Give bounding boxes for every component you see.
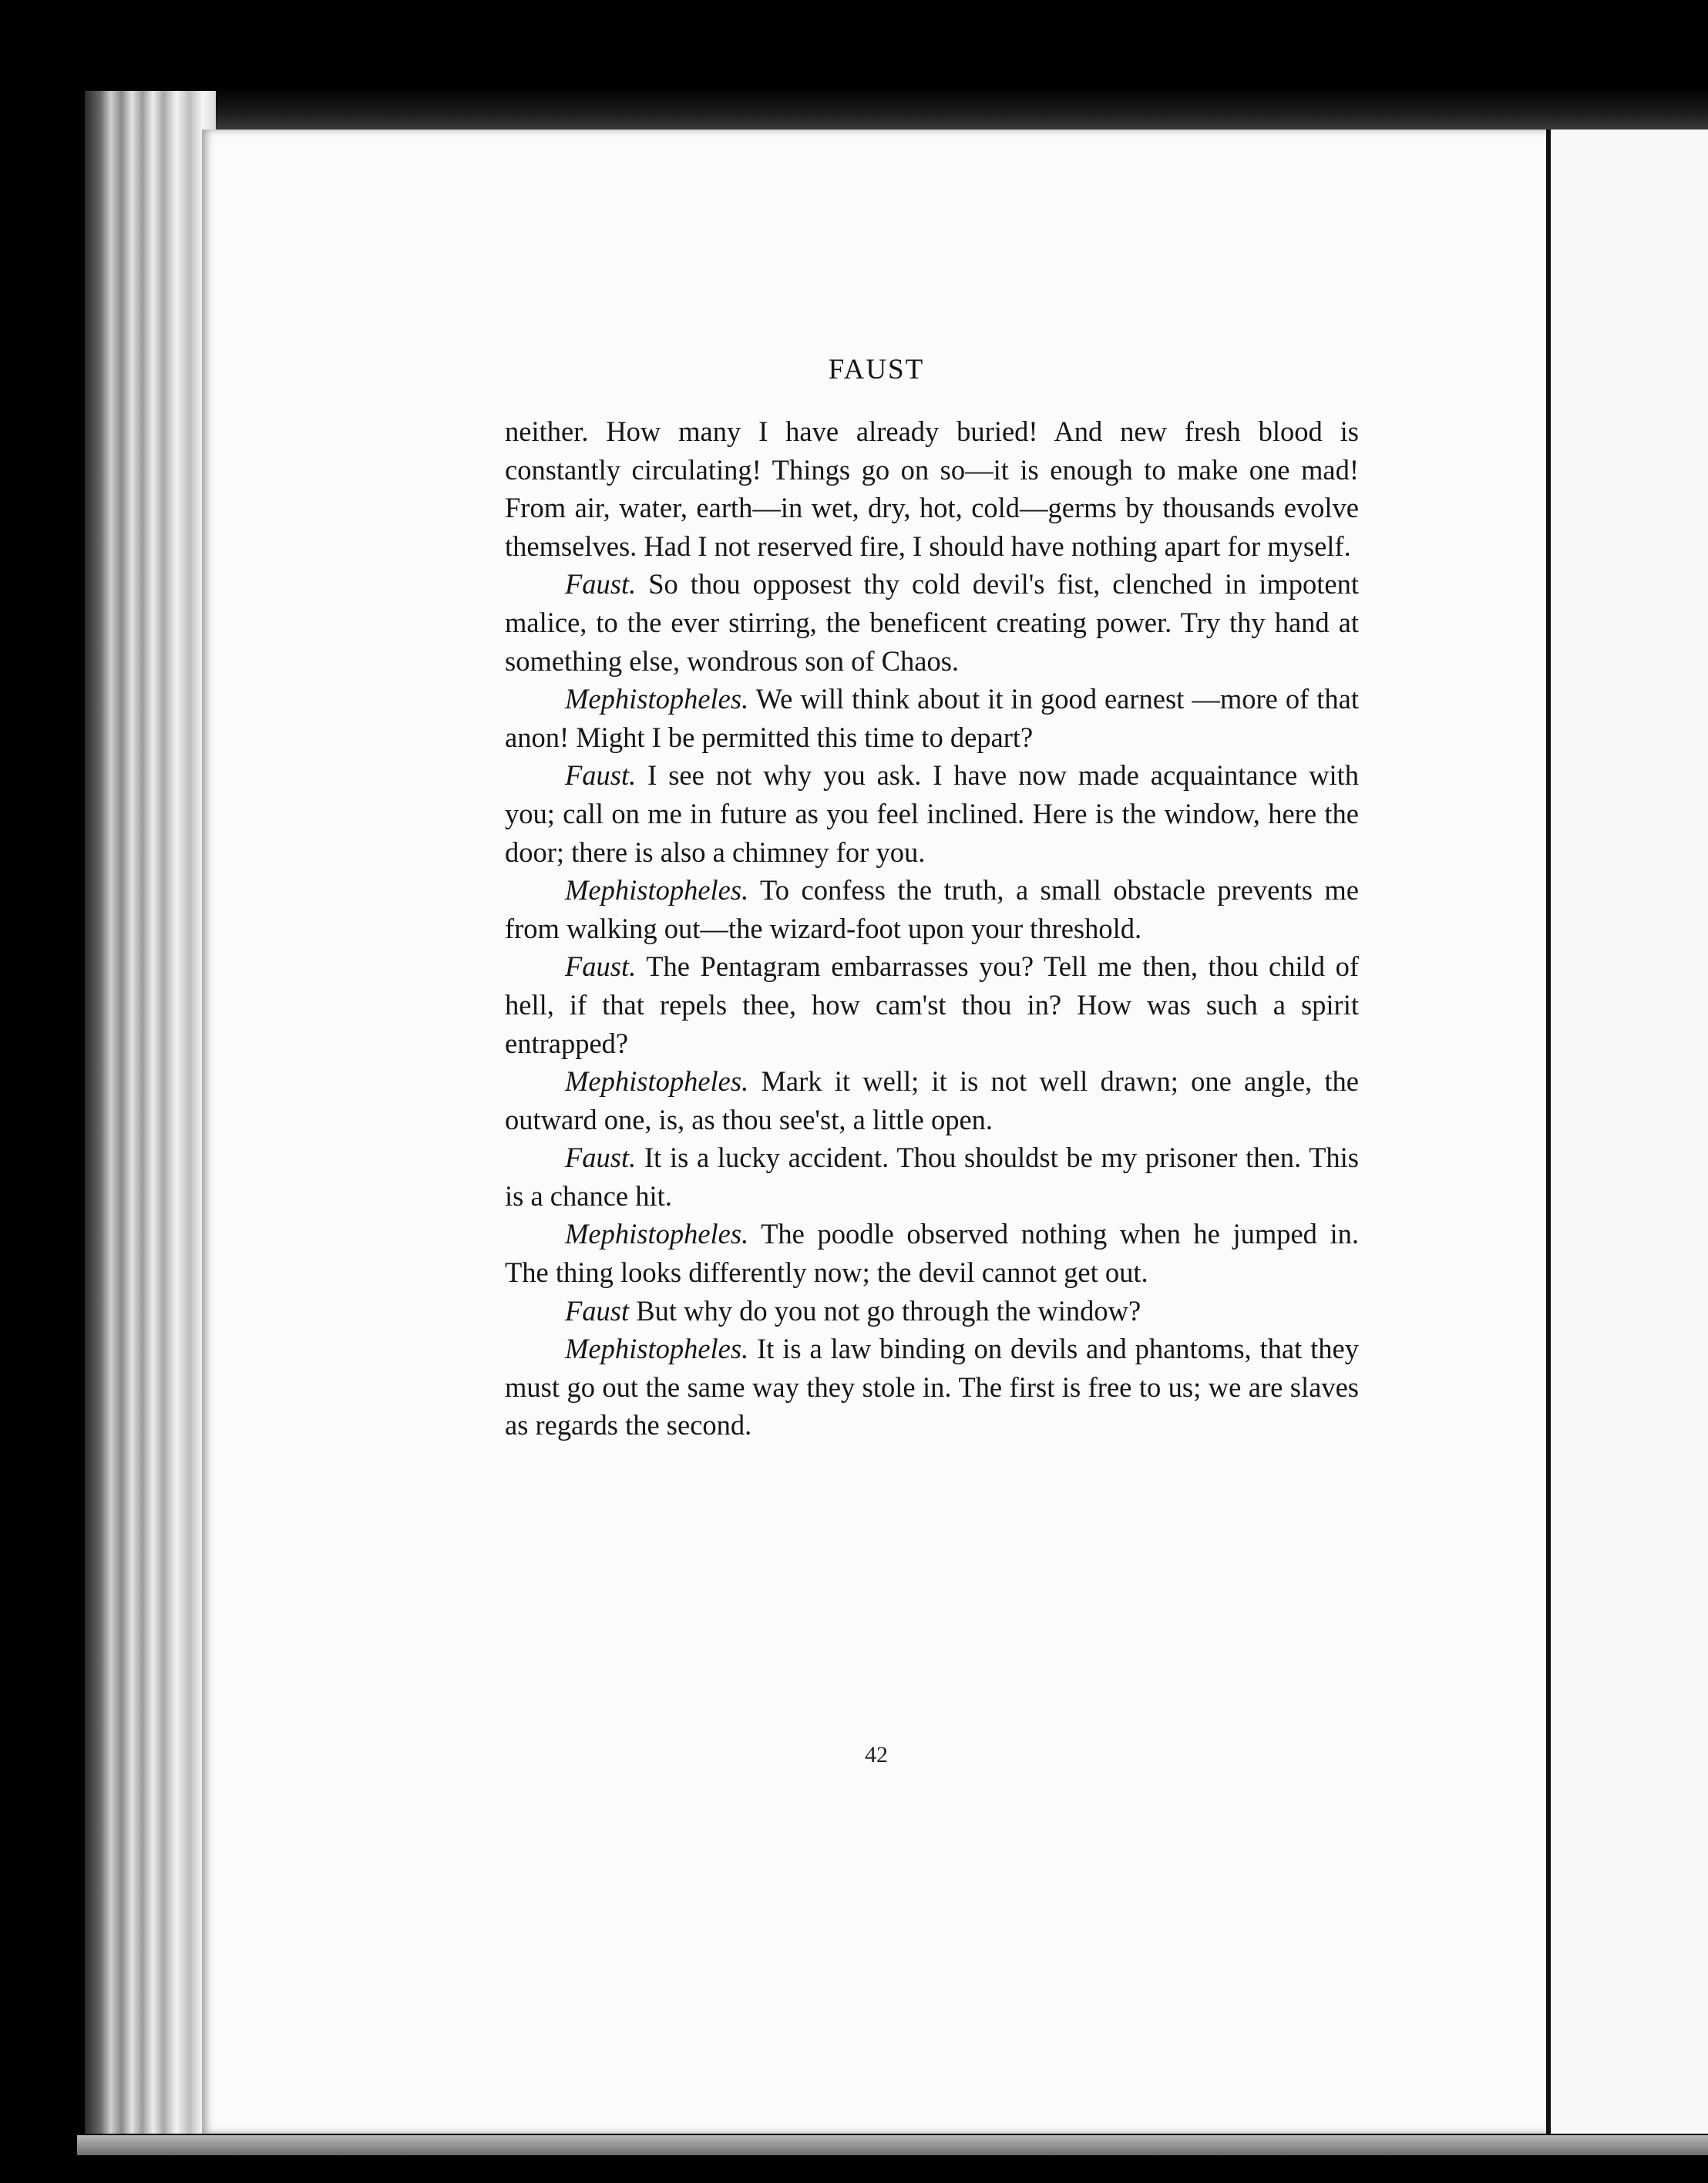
paragraph-text: Mark it well; it is not well drawn; one angle, the outward one, is, as thou see'st, a little open. (505, 1065, 1360, 1135)
speaker-name: Faust. (565, 568, 637, 600)
speaker-name: Mephistopheles. (565, 683, 749, 715)
paragraph-6 (505, 947, 1359, 1062)
paragraph-10 (505, 1292, 1359, 1330)
paragraph-text: The Pentagram embarrasses you? Tell me then, thou child of hell, if that repels thee, how cam'st thou in? How was such a spirit entrapped? (505, 950, 1359, 1059)
paragraph-11 (505, 1330, 1359, 1445)
page-edges-stack (85, 91, 216, 2134)
speaker-name: Mephistopheles. (565, 1065, 749, 1098)
paragraph-5 (505, 871, 1359, 947)
running-head: FAUST (828, 354, 925, 385)
paragraph-text: We will think about it in good earnest —more of that anon! Might I be permitted this time to depart? (505, 683, 1359, 753)
paragraph-text: neither. How many I have already buried! And new fresh blood is constantly circulating! Things go on so—it is enough to make one mad! From air, water, earth—in wet, dry, hot, cold—germs by thousands evolve themselves. Had I not reserved fire, I should have nothing apart for myself. (505, 415, 1359, 562)
paragraph-text: To confess the truth, a small obstacle prevents me from walking out—the wizard-foot upon your threshold. (505, 874, 1359, 944)
speaker-name: Mephistopheles. (565, 1218, 749, 1250)
book-top-edge (92, 86, 1708, 130)
speaker-name: Faust. (565, 1142, 637, 1174)
speaker-name: Faust. (565, 759, 637, 792)
paragraph-text: It is a law binding on devils and phantoms, that they must go out the same way they stole in. The first is free to us; we are slaves as regards the second. (505, 1333, 1359, 1441)
paragraph-text: But why do you not go through the window? (636, 1294, 1141, 1327)
paragraph-text: The poodle observed nothing when he jumped in. The thing looks differently now; the devil cannot get out. (505, 1218, 1360, 1289)
paragraph-1 (505, 412, 1359, 565)
paragraph-9 (505, 1215, 1359, 1291)
paragraph-text: So thou opposest thy cold devil's fist, clenched in impotent malice, to the ever stirring, the beneficent creating power. Try thy hand at something else, wondrous son of Chaos. (505, 568, 1359, 677)
speaker-name: Mephistopheles. (565, 1333, 749, 1365)
speaker-name: Faust. (565, 950, 637, 983)
paragraph-text: It is a lucky accident. Thou shouldst be my prisoner then. This is a chance hit. (505, 1142, 1360, 1212)
facing-page-edge (1551, 130, 1708, 2134)
paragraph-3 (505, 680, 1359, 756)
book-board-bottom (77, 2135, 1708, 2155)
page-text (505, 412, 1359, 1445)
paragraph-4 (505, 756, 1359, 871)
paragraph-8 (505, 1139, 1359, 1215)
paragraph-text: I see not why you ask. I have now made acquaintance with you; call on me in future as you feel inclined. Here is the window, here the door; there is also a chimney for you. (505, 759, 1360, 868)
paragraph-2 (505, 565, 1359, 680)
paragraph-7 (505, 1062, 1359, 1139)
speaker-name: Faust (565, 1294, 630, 1327)
speaker-name: Mephistopheles. (565, 874, 749, 906)
page-number: 42 (865, 1742, 888, 1768)
